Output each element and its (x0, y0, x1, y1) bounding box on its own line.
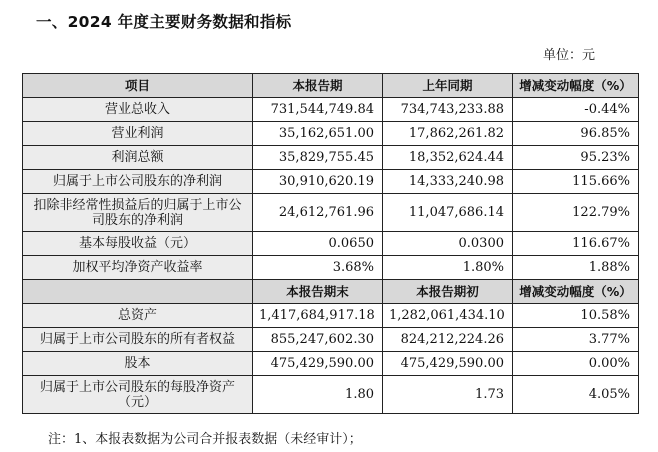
period-start-value: 1,282,061,434.10 (383, 304, 513, 328)
period-start-value: 824,212,224.26 (383, 328, 513, 352)
current-value: 30,910,620.19 (253, 170, 383, 194)
prior-value: 11,047,686.14 (383, 194, 513, 232)
row-label: 基本每股收益（元） (23, 232, 253, 256)
change-value: -0.44% (513, 98, 639, 122)
change-value: 115.66% (513, 170, 639, 194)
header-current-period: 本报告期 (253, 74, 383, 98)
period-end-value: 475,429,590.00 (253, 352, 383, 376)
row-label: 加权平均净资产收益率 (23, 256, 253, 280)
prior-value: 0.0300 (383, 232, 513, 256)
prior-value: 17,862,261.82 (383, 122, 513, 146)
current-value: 35,162,651.00 (253, 122, 383, 146)
prior-value: 14,333,240.98 (383, 170, 513, 194)
change-value: 96.85% (513, 122, 639, 146)
current-value: 3.68% (253, 256, 383, 280)
period-start-value: 475,429,590.00 (383, 352, 513, 376)
table-subheader-row (23, 280, 639, 304)
current-value: 0.0650 (253, 232, 383, 256)
period-start-value: 1.73 (383, 376, 513, 414)
prior-value: 734,743,233.88 (383, 98, 513, 122)
change-value: 122.79% (513, 194, 639, 232)
change-value: 4.05% (513, 376, 639, 414)
current-value: 35,829,755.45 (253, 146, 383, 170)
prior-value: 18,352,624.44 (383, 146, 513, 170)
current-value: 731,544,749.84 (253, 98, 383, 122)
header-prior-period: 上年同期 (383, 74, 513, 98)
unit-label: 单位：元 (543, 48, 596, 63)
row-label: 扣除非经常性损益后的归属于上市公司股东的净利润 (23, 194, 253, 232)
row-label: 股本 (23, 352, 253, 376)
header-period-start: 本报告期初 (383, 280, 513, 304)
table-row (23, 328, 639, 352)
table-row (23, 170, 639, 194)
row-label: 利润总额 (23, 146, 253, 170)
header-blank-cell (23, 280, 253, 304)
period-end-value: 1,417,684,917.18 (253, 304, 383, 328)
header-change-pct: 增减变动幅度（%） (513, 74, 639, 98)
row-label: 归属于上市公司股东的所有者权益 (23, 328, 253, 352)
financial-table (22, 73, 639, 414)
table-row (23, 232, 639, 256)
row-label: 营业总收入 (23, 98, 253, 122)
table-row (23, 352, 639, 376)
change-value: 116.67% (513, 232, 639, 256)
table-row (23, 98, 639, 122)
header-period-end: 本报告期末 (253, 280, 383, 304)
row-label: 营业利润 (23, 122, 253, 146)
change-value: 1.88% (513, 256, 639, 280)
change-value: 0.00% (513, 352, 639, 376)
table-row (23, 122, 639, 146)
header-change-pct: 增减变动幅度（%） (513, 280, 639, 304)
current-value: 24,612,761.96 (253, 194, 383, 232)
header-item: 项目 (23, 74, 253, 98)
change-value: 3.77% (513, 328, 639, 352)
row-label: 总资产 (23, 304, 253, 328)
row-label: 归属于上市公司股东的每股净资产（元） (23, 376, 253, 414)
table-row (23, 304, 639, 328)
period-end-value: 1.80 (253, 376, 383, 414)
table-row (23, 256, 639, 280)
table-row (23, 146, 639, 170)
table-row (23, 376, 639, 414)
prior-value: 1.80% (383, 256, 513, 280)
table-header-row (23, 74, 639, 98)
period-end-value: 855,247,602.30 (253, 328, 383, 352)
footnote: 注：1、本报表数据为公司合并报表数据（未经审计）； (48, 432, 362, 447)
section-heading: 一、2024 年度主要财务数据和指标 (36, 13, 292, 31)
change-value: 10.58% (513, 304, 639, 328)
change-value: 95.23% (513, 146, 639, 170)
table-row (23, 194, 639, 232)
row-label: 归属于上市公司股东的净利润 (23, 170, 253, 194)
